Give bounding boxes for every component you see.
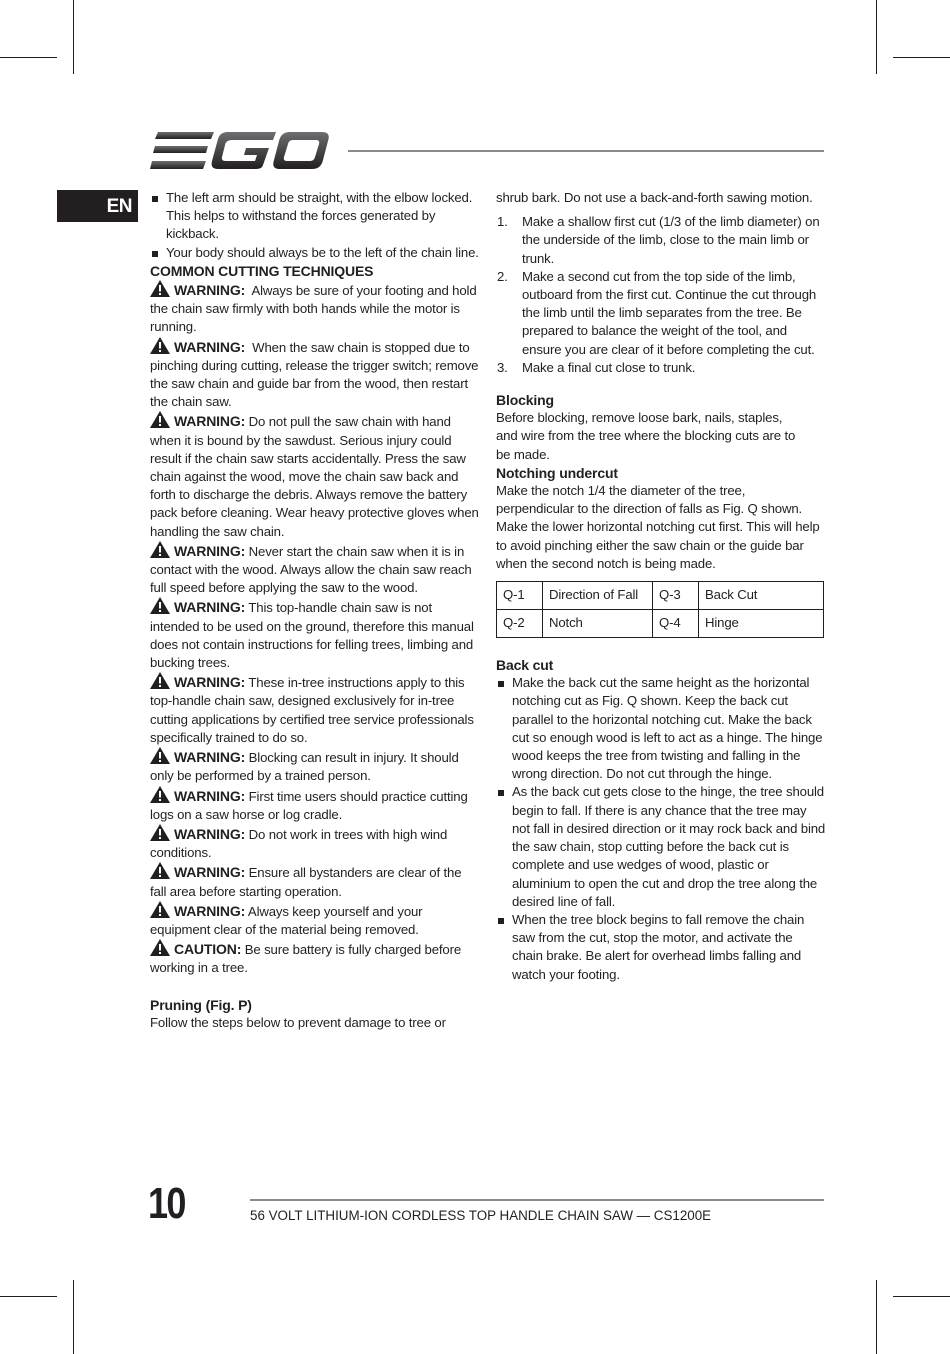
list-item: [496, 213, 826, 268]
warning-block: [150, 901, 480, 939]
warning-triangle-icon: [150, 824, 170, 841]
left-column: [150, 189, 480, 1032]
list-item: As the back cut gets close to the hinge, the tree should begin to fall. If there is any chance that the tree may not fall in desired direction or it may rock back and bind the saw chain, stop cutting before the back cut is complete and use wedges of wood, plastic or aluminium to open the cut and drop the tree along the desired line of fall.: [496, 783, 826, 910]
caution-label: CAUTION:: [174, 941, 242, 958]
pruning-title: Pruning (Fig. P): [150, 996, 252, 1013]
list-item: [496, 359, 826, 377]
warning-label: WARNING:: [174, 787, 246, 804]
table-cell: Q-1: [497, 582, 543, 610]
warning-triangle-icon: [150, 901, 170, 918]
warning-block: [150, 672, 480, 747]
list-item: Make the back cut the same height as the horizontal notching cut as Fig. Q shown. Keep the back cut parallel to the horizontal notching cut. Make the back cut so enough wood is left to act as a hinge. The hinge wood keeps the tree from twisting and falling in the wrong direction. Do not cut through the hinge.: [496, 674, 826, 783]
warning-block: [150, 597, 480, 672]
notching-text: Make the notch 1/4 the diameter of the tree, perpendicular to the direction of falls as Fig. Q shown. Make the lower horizontal notching cut first. This will help to avoid pinching either the saw chain or the guide bar when the second notch is being made.: [496, 483, 820, 571]
notching-title: Notching undercut: [496, 464, 618, 481]
crop-mark: [73, 0, 74, 74]
warning-text: First time users should practice cutting logs on a saw horse or log cradle.: [150, 788, 468, 822]
table-cell: Direction of Fall: [543, 582, 653, 610]
warning-label: WARNING:: [174, 674, 246, 691]
list-item: The left arm should be straight, with the elbow locked. This helps to withstand the forces generated by kickback.: [150, 189, 480, 244]
list-item: Your body should always be to the left of the chain line.: [150, 244, 480, 262]
crop-mark: [0, 57, 57, 58]
warning-text: Blocking can result in injury. It should only be performed by a trained person.: [150, 750, 459, 784]
pruning-steps: [496, 213, 826, 377]
list-item: [496, 268, 826, 359]
crop-mark: [893, 1296, 950, 1297]
warning-triangle-icon: [150, 672, 170, 689]
table-cell: Back Cut: [699, 582, 824, 610]
table-cell: Notch: [543, 610, 653, 638]
warning-block: [150, 411, 480, 540]
warning-label: WARNING:: [174, 902, 246, 919]
crop-mark: [893, 57, 950, 58]
warning-triangle-icon: [150, 541, 170, 558]
warning-text: Never start the chain saw when it is in contact with the wood. Always allow the chain saw reach full speed before applying the saw to the wood.: [150, 543, 472, 596]
warning-block: [150, 862, 480, 900]
warning-triangle-icon: [150, 411, 170, 428]
footer-rule: [250, 1199, 824, 1201]
warning-block: [150, 337, 480, 412]
warning-triangle-icon: [150, 280, 170, 297]
table-cell: Q-2: [497, 610, 543, 638]
warning-label: WARNING:: [174, 282, 246, 299]
crop-mark: [0, 1296, 57, 1297]
backcut-title: Back cut: [496, 657, 554, 674]
warning-text: Do not pull the saw chain with hand when it is bound by the sawdust. Serious injury could result if the chain saw starts accidentally. Press the saw chain against the wood, move the chain saw back and forth to discharge the debris. Always remove the battery pack before cleaning. Wear heavy protective gloves when handling the saw chain.: [150, 414, 479, 539]
step-text: Make a shallow first cut (1/3 of the limb diameter) on the underside of the limb, close to the main limb or trunk.: [522, 214, 820, 266]
step-text: Make a second cut from the top side of the limb, outboard from the first cut. Continue the cut through the limb until the limb separates from the tree. Be prepared to balance the weight of the tool, and ensure you are clear of it before completing the cut.: [522, 268, 817, 357]
warning-triangle-icon: [150, 862, 170, 879]
warning-triangle-icon: [150, 786, 170, 803]
warning-label: WARNING:: [174, 864, 246, 881]
warning-triangle-icon: [150, 939, 170, 956]
warning-label: WARNING:: [174, 413, 246, 430]
table-row: [497, 610, 824, 638]
blocking-text: Before blocking, remove loose bark, nails, staples, and wire from the tree where the blocking cuts are to be made.: [496, 410, 796, 462]
warning-block: [150, 280, 480, 337]
warning-block: [150, 824, 480, 862]
warning-block: [150, 786, 480, 824]
table-row: [497, 582, 824, 610]
ego-logo-graphic: [150, 131, 330, 171]
warning-triangle-icon: [150, 597, 170, 614]
step-number: 2.: [497, 268, 508, 284]
warning-text: Do not work in trees with high wind conditions.: [150, 826, 448, 861]
right-column: [496, 189, 826, 984]
warning-text: This top-handle chain saw is not intended to be used on the ground, therefore this manual does not contain instructions for felling trees, limbing and bucking trees.: [150, 600, 474, 671]
crop-mark: [876, 1280, 877, 1354]
section-title: COMMON CUTTING TECHNIQUES: [150, 262, 374, 279]
page-number: 10: [148, 1179, 185, 1228]
blocking-title: Blocking: [496, 392, 554, 409]
crop-mark: [876, 0, 877, 74]
pruning-continued: shrub bark. Do not use a back-and-forth sawing motion.: [496, 190, 813, 205]
warnings-list: [150, 280, 480, 978]
warning-text: These in-tree instructions apply to this top-handle chain saw, designed exclusively for in-tree cutting applications by certified tree service professionals specifically trained to do so.: [150, 675, 474, 745]
language-tab: EN: [57, 190, 138, 222]
step-number: 3.: [497, 359, 508, 375]
warning-triangle-icon: [150, 747, 170, 764]
caution-text: Be sure battery is fully charged before working in a tree.: [150, 942, 462, 976]
warning-label: WARNING:: [174, 542, 246, 559]
warning-text: Always keep yourself and your equipment clear of the material being removed.: [150, 903, 423, 937]
warning-label: WARNING:: [174, 749, 246, 766]
ego-logo: [150, 131, 330, 176]
warning-label: WARNING:: [174, 825, 246, 842]
warning-label: WARNING:: [174, 599, 246, 616]
warning-text: Always be sure of your footing and hold the chain saw firmly with both hands while the motor is running.: [150, 283, 477, 335]
table-cell: Hinge: [699, 610, 824, 638]
warning-block: [150, 747, 480, 785]
warning-text: When the saw chain is stopped due to pinching during cutting, release the trigger switch; remove the saw chain and guide bar from the wood, then restart the chain saw.: [150, 339, 479, 410]
warning-block: [150, 541, 480, 598]
caution-block: [150, 939, 480, 977]
list-item: When the tree block begins to fall remove the chain saw from the cut, stop the motor, and activate the chain brake. Be alert for overhead limbs falling and watch your footing.: [496, 911, 826, 984]
step-number: 1.: [497, 214, 508, 230]
figure-legend-table: [496, 581, 824, 638]
warning-text: Ensure all bystanders are clear of the fall area before starting operation.: [150, 865, 462, 899]
table-cell: Q-4: [653, 610, 699, 638]
warning-triangle-icon: [150, 337, 170, 354]
crop-mark: [73, 1280, 74, 1354]
pruning-intro: Follow the steps below to prevent damage to tree or: [150, 1014, 446, 1030]
step-text: Make a final cut close to trunk.: [522, 359, 696, 375]
header-rule: [348, 150, 824, 152]
footer-title: 56 VOLT LITHIUM-ION CORDLESS TOP HANDLE CHAIN SAW — CS1200E: [250, 1208, 712, 1223]
warning-label: WARNING:: [174, 338, 246, 355]
table-cell: Q-3: [653, 582, 699, 610]
